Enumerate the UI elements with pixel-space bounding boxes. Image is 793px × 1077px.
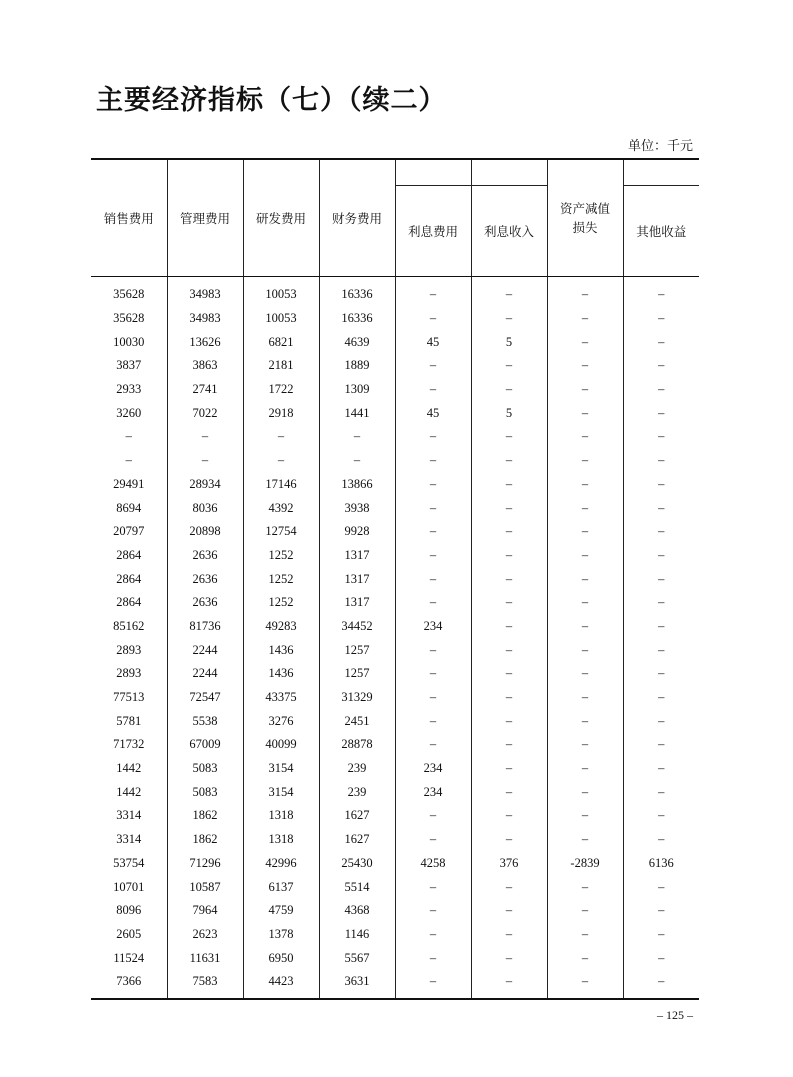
table-cell: – bbox=[471, 662, 547, 686]
table-cell: 1862 bbox=[167, 804, 243, 828]
col-header-interest-income: 利息收入 bbox=[471, 186, 547, 277]
table-cell: – bbox=[395, 638, 471, 662]
table-cell: – bbox=[319, 425, 395, 449]
table-cell: 3631 bbox=[319, 970, 395, 999]
table-cell: 10701 bbox=[113, 879, 145, 894]
table-cell: 53754 bbox=[113, 855, 145, 870]
table-cell: – bbox=[547, 733, 623, 757]
table-cell: – bbox=[623, 473, 699, 497]
table-cell: – bbox=[623, 378, 699, 402]
table-cell: 1722 bbox=[243, 378, 319, 402]
table-row bbox=[91, 473, 699, 497]
table-row bbox=[91, 354, 699, 378]
table-cell: – bbox=[547, 946, 623, 970]
table-cell: 234 bbox=[395, 757, 471, 781]
table-row bbox=[91, 946, 699, 970]
table-cell: 234 bbox=[395, 780, 471, 804]
table-cell: 3276 bbox=[243, 709, 319, 733]
table-cell: 1257 bbox=[319, 638, 395, 662]
table-row bbox=[91, 804, 699, 828]
table-cell: 49283 bbox=[243, 615, 319, 639]
table-cell: – bbox=[471, 828, 547, 852]
table-row bbox=[91, 970, 699, 999]
table-cell: 31329 bbox=[319, 686, 395, 710]
table-cell: 25430 bbox=[319, 852, 395, 876]
table-cell: 2893 bbox=[116, 666, 142, 681]
table-cell: 13626 bbox=[167, 330, 243, 354]
indicator-table bbox=[91, 158, 699, 1000]
table-cell: 6950 bbox=[243, 946, 319, 970]
col-header-interest-expense: 利息费用 bbox=[395, 186, 471, 277]
table-cell: – bbox=[623, 449, 699, 473]
table-row bbox=[91, 277, 699, 307]
table-cell: 3863 bbox=[167, 354, 243, 378]
table-row bbox=[91, 780, 699, 804]
table-cell: 1252 bbox=[243, 591, 319, 615]
table-cell: – bbox=[471, 733, 547, 757]
table-row bbox=[91, 709, 699, 733]
table-cell: – bbox=[471, 615, 547, 639]
table-cell: 7964 bbox=[167, 899, 243, 923]
table-cell: 16336 bbox=[319, 277, 395, 307]
table-cell: 71296 bbox=[167, 852, 243, 876]
table-cell: – bbox=[623, 828, 699, 852]
table-cell: 6821 bbox=[243, 330, 319, 354]
table-row bbox=[91, 686, 699, 710]
table-cell: – bbox=[547, 923, 623, 947]
table-row bbox=[91, 757, 699, 781]
table-cell: – bbox=[623, 277, 699, 307]
table-cell: – bbox=[623, 946, 699, 970]
table-row bbox=[91, 449, 699, 473]
table-cell: 1627 bbox=[319, 804, 395, 828]
table-cell: 3837 bbox=[116, 358, 142, 373]
table-cell: – bbox=[167, 449, 243, 473]
table-cell: – bbox=[547, 277, 623, 307]
table-cell: 1252 bbox=[243, 544, 319, 568]
table-cell: – bbox=[395, 378, 471, 402]
table-cell: 28934 bbox=[167, 473, 243, 497]
table-cell: 3938 bbox=[319, 496, 395, 520]
table-cell: 40099 bbox=[243, 733, 319, 757]
table-cell: 5538 bbox=[167, 709, 243, 733]
table-cell: – bbox=[395, 923, 471, 947]
table-cell: – bbox=[125, 429, 132, 444]
table-cell: – bbox=[395, 567, 471, 591]
table-cell: – bbox=[471, 591, 547, 615]
table-cell: 6136 bbox=[623, 852, 699, 876]
table-cell: 2244 bbox=[167, 638, 243, 662]
table-row bbox=[91, 662, 699, 686]
table-cell: – bbox=[547, 378, 623, 402]
table-cell: 20797 bbox=[113, 524, 145, 539]
table-cell: 5 bbox=[471, 330, 547, 354]
table-cell: – bbox=[547, 804, 623, 828]
table-cell: – bbox=[547, 899, 623, 923]
table-cell: 5 bbox=[471, 401, 547, 425]
table-cell: 42996 bbox=[243, 852, 319, 876]
table-row bbox=[91, 544, 699, 568]
col-header-admin-expense: 管理费用 bbox=[167, 159, 243, 277]
table-cell: 13866 bbox=[319, 473, 395, 497]
table-cell: 1436 bbox=[243, 638, 319, 662]
table-cell: – bbox=[623, 970, 699, 999]
table-cell: – bbox=[395, 425, 471, 449]
col-header-rd-expense: 研发费用 bbox=[243, 159, 319, 277]
table-cell: 2623 bbox=[167, 923, 243, 947]
table-cell: – bbox=[319, 449, 395, 473]
table-cell: – bbox=[623, 401, 699, 425]
table-cell: 6137 bbox=[243, 875, 319, 899]
table-cell: – bbox=[623, 544, 699, 568]
table-cell: 10053 bbox=[243, 307, 319, 331]
table-cell: – bbox=[471, 544, 547, 568]
table-cell: 35628 bbox=[113, 287, 145, 302]
table-cell: 4639 bbox=[319, 330, 395, 354]
table-cell: 43375 bbox=[243, 686, 319, 710]
table-cell: 2636 bbox=[167, 591, 243, 615]
table-cell: – bbox=[395, 686, 471, 710]
table-cell: 2893 bbox=[116, 642, 142, 657]
table-cell: 81736 bbox=[167, 615, 243, 639]
table-cell: 1378 bbox=[243, 923, 319, 947]
table-cell: – bbox=[395, 496, 471, 520]
table-cell: – bbox=[547, 615, 623, 639]
table-cell: – bbox=[623, 330, 699, 354]
table-cell: 35628 bbox=[113, 311, 145, 326]
table-cell: – bbox=[547, 638, 623, 662]
table-cell: – bbox=[623, 780, 699, 804]
table-cell: 1318 bbox=[243, 804, 319, 828]
table-row bbox=[91, 307, 699, 331]
header-blank-cell bbox=[623, 159, 699, 186]
table-cell: 16336 bbox=[319, 307, 395, 331]
table-cell: 72547 bbox=[167, 686, 243, 710]
table-cell: – bbox=[395, 354, 471, 378]
table-cell: 12754 bbox=[243, 520, 319, 544]
table-cell: – bbox=[623, 804, 699, 828]
table-cell: – bbox=[471, 899, 547, 923]
col-header-sales-expense: 销售费用 bbox=[91, 159, 167, 277]
table-cell: 234 bbox=[395, 615, 471, 639]
table-cell: 71732 bbox=[113, 737, 145, 752]
table-cell: – bbox=[623, 709, 699, 733]
table-cell: 2244 bbox=[167, 662, 243, 686]
table-cell: – bbox=[395, 970, 471, 999]
table-cell: – bbox=[547, 520, 623, 544]
table-cell: – bbox=[623, 425, 699, 449]
table-cell: 17146 bbox=[243, 473, 319, 497]
table-cell: 1436 bbox=[243, 662, 319, 686]
table-cell: 4423 bbox=[243, 970, 319, 999]
table-row bbox=[91, 567, 699, 591]
table-cell: 20898 bbox=[167, 520, 243, 544]
table-cell: 2933 bbox=[116, 382, 142, 397]
table-cell: – bbox=[547, 401, 623, 425]
table-cell: 5083 bbox=[167, 757, 243, 781]
table-cell: – bbox=[395, 733, 471, 757]
table-cell: – bbox=[471, 686, 547, 710]
table-cell: – bbox=[471, 946, 547, 970]
table-cell: 3154 bbox=[243, 757, 319, 781]
table-cell: – bbox=[547, 544, 623, 568]
table-cell: 2741 bbox=[167, 378, 243, 402]
col-header-asset-impairment: 资产减值 损失 bbox=[547, 159, 623, 277]
table-cell: 239 bbox=[319, 780, 395, 804]
table-cell: – bbox=[623, 757, 699, 781]
table-cell: – bbox=[547, 307, 623, 331]
col-header-other-income: 其他收益 bbox=[623, 186, 699, 277]
table-cell: – bbox=[471, 804, 547, 828]
table-row bbox=[91, 520, 699, 544]
table-cell: – bbox=[623, 591, 699, 615]
table-cell: – bbox=[471, 354, 547, 378]
table-cell: 8096 bbox=[116, 903, 142, 918]
table-cell: 1442 bbox=[116, 784, 142, 799]
table-row bbox=[91, 378, 699, 402]
table-cell: 3314 bbox=[116, 808, 142, 823]
table-cell: – bbox=[623, 662, 699, 686]
header-blank-cell bbox=[471, 159, 547, 186]
table-cell: 5083 bbox=[167, 780, 243, 804]
table-cell: 8036 bbox=[167, 496, 243, 520]
table-cell: – bbox=[547, 686, 623, 710]
table-cell: – bbox=[547, 780, 623, 804]
table-cell: 7022 bbox=[167, 401, 243, 425]
table-cell: – bbox=[395, 709, 471, 733]
table-cell: 3154 bbox=[243, 780, 319, 804]
table-cell: 2864 bbox=[116, 547, 142, 562]
table-cell: – bbox=[471, 970, 547, 999]
table-cell: – bbox=[547, 330, 623, 354]
table-cell: – bbox=[395, 946, 471, 970]
table-cell: – bbox=[395, 875, 471, 899]
table-cell: – bbox=[471, 567, 547, 591]
table-cell: 1317 bbox=[319, 544, 395, 568]
table-cell: – bbox=[243, 425, 319, 449]
table-cell: – bbox=[471, 425, 547, 449]
table-cell: 1318 bbox=[243, 828, 319, 852]
table-cell: 239 bbox=[319, 757, 395, 781]
table-cell: 1862 bbox=[167, 828, 243, 852]
table-cell: 1317 bbox=[319, 591, 395, 615]
table-cell: – bbox=[471, 709, 547, 733]
table-cell: – bbox=[471, 757, 547, 781]
table-cell: – bbox=[547, 449, 623, 473]
table-cell: 10030 bbox=[113, 334, 145, 349]
table-cell: – bbox=[623, 899, 699, 923]
table-row bbox=[91, 638, 699, 662]
table-cell: – bbox=[471, 520, 547, 544]
table-cell: 4368 bbox=[319, 899, 395, 923]
table-cell: – bbox=[395, 307, 471, 331]
table-cell: 10053 bbox=[243, 277, 319, 307]
table-cell: 11631 bbox=[167, 946, 243, 970]
table-cell: – bbox=[547, 567, 623, 591]
table-cell: 45 bbox=[395, 330, 471, 354]
table-cell: 2864 bbox=[116, 595, 142, 610]
table-cell: – bbox=[623, 686, 699, 710]
table-cell: 5567 bbox=[319, 946, 395, 970]
table-cell: – bbox=[125, 453, 132, 468]
table-cell: – bbox=[547, 875, 623, 899]
table-cell: – bbox=[547, 709, 623, 733]
table-cell: 4759 bbox=[243, 899, 319, 923]
table-cell: – bbox=[471, 449, 547, 473]
unit-label: 单位：千元 bbox=[627, 139, 693, 154]
table-cell: – bbox=[395, 662, 471, 686]
table-row bbox=[91, 852, 699, 876]
table-row bbox=[91, 733, 699, 757]
table-row bbox=[91, 330, 699, 354]
table-cell: 3314 bbox=[116, 832, 142, 847]
table-row bbox=[91, 401, 699, 425]
table-cell: – bbox=[547, 354, 623, 378]
table-cell: 2451 bbox=[319, 709, 395, 733]
table-cell: – bbox=[471, 307, 547, 331]
table-row bbox=[91, 425, 699, 449]
table-cell: – bbox=[547, 496, 623, 520]
table-cell: 2636 bbox=[167, 544, 243, 568]
table-cell: 34452 bbox=[319, 615, 395, 639]
table-cell: – bbox=[395, 277, 471, 307]
table-cell: 1627 bbox=[319, 828, 395, 852]
table-cell: 1889 bbox=[319, 354, 395, 378]
table-cell: 29491 bbox=[113, 476, 145, 491]
table-cell: 376 bbox=[471, 852, 547, 876]
table-cell: – bbox=[395, 473, 471, 497]
table-cell: – bbox=[623, 567, 699, 591]
table-row bbox=[91, 923, 699, 947]
table-row bbox=[91, 615, 699, 639]
table-cell: 9928 bbox=[319, 520, 395, 544]
table-cell: 85162 bbox=[113, 618, 145, 633]
table-cell: – bbox=[471, 378, 547, 402]
table-cell: – bbox=[623, 520, 699, 544]
table-cell: 1257 bbox=[319, 662, 395, 686]
table-cell: – bbox=[395, 520, 471, 544]
table-row bbox=[91, 828, 699, 852]
table-cell: 34983 bbox=[167, 307, 243, 331]
table-cell: – bbox=[167, 425, 243, 449]
header-blank-cell bbox=[395, 159, 471, 186]
table-cell: 7583 bbox=[167, 970, 243, 999]
table-cell: – bbox=[547, 757, 623, 781]
table-cell: – bbox=[623, 615, 699, 639]
table-cell: – bbox=[471, 277, 547, 307]
page-number: – 125 – bbox=[657, 1008, 693, 1022]
table-row bbox=[91, 875, 699, 899]
table-cell: 1317 bbox=[319, 567, 395, 591]
table-cell: – bbox=[547, 828, 623, 852]
table-cell: – bbox=[395, 591, 471, 615]
table-cell: 11524 bbox=[113, 950, 145, 965]
table-cell: – bbox=[471, 780, 547, 804]
table-cell: 4392 bbox=[243, 496, 319, 520]
table-cell: – bbox=[547, 425, 623, 449]
table-cell: – bbox=[623, 923, 699, 947]
table-cell: – bbox=[623, 496, 699, 520]
table-cell: – bbox=[623, 638, 699, 662]
table-cell: – bbox=[623, 307, 699, 331]
table-cell: – bbox=[395, 544, 471, 568]
table-row bbox=[91, 496, 699, 520]
table-cell: – bbox=[395, 899, 471, 923]
table-cell: 2605 bbox=[116, 926, 142, 941]
table-cell: 2636 bbox=[167, 567, 243, 591]
table-cell: 77513 bbox=[113, 690, 145, 705]
col-header-finance-expense: 财务费用 bbox=[319, 159, 395, 277]
table-cell: – bbox=[547, 662, 623, 686]
table-cell: – bbox=[395, 828, 471, 852]
table-cell: 2918 bbox=[243, 401, 319, 425]
table-cell: 2181 bbox=[243, 354, 319, 378]
table-row bbox=[91, 899, 699, 923]
table-cell: – bbox=[471, 473, 547, 497]
table-cell: 67009 bbox=[167, 733, 243, 757]
table-cell: 28878 bbox=[319, 733, 395, 757]
table-cell: – bbox=[623, 875, 699, 899]
table-cell: 7366 bbox=[91, 970, 167, 999]
table-cell: 1442 bbox=[116, 761, 142, 776]
table-cell: 8694 bbox=[116, 500, 142, 515]
table-cell: 1309 bbox=[319, 378, 395, 402]
table-cell: 34983 bbox=[167, 277, 243, 307]
page-title: 主要经济指标（七）（续二） bbox=[96, 85, 447, 116]
table-cell: – bbox=[547, 473, 623, 497]
table-cell: 5781 bbox=[116, 713, 142, 728]
table-cell: 1146 bbox=[319, 923, 395, 947]
table-cell: – bbox=[471, 638, 547, 662]
table-cell: 45 bbox=[395, 401, 471, 425]
table-cell: 4258 bbox=[395, 852, 471, 876]
table-cell: -2839 bbox=[547, 852, 623, 876]
table-cell: – bbox=[395, 804, 471, 828]
table-cell: – bbox=[243, 449, 319, 473]
table-cell: 10587 bbox=[167, 875, 243, 899]
table-cell: 5514 bbox=[319, 875, 395, 899]
table-cell: – bbox=[547, 970, 623, 999]
table-cell: 3260 bbox=[116, 405, 142, 420]
table-cell: 1252 bbox=[243, 567, 319, 591]
table-cell: – bbox=[623, 354, 699, 378]
table-cell: – bbox=[471, 875, 547, 899]
table-cell: – bbox=[471, 923, 547, 947]
table-cell: – bbox=[547, 591, 623, 615]
table-cell: – bbox=[395, 449, 471, 473]
table-row bbox=[91, 591, 699, 615]
table-cell: – bbox=[623, 733, 699, 757]
table-cell: 2864 bbox=[116, 571, 142, 586]
table-cell: 1441 bbox=[319, 401, 395, 425]
table-cell: – bbox=[471, 496, 547, 520]
